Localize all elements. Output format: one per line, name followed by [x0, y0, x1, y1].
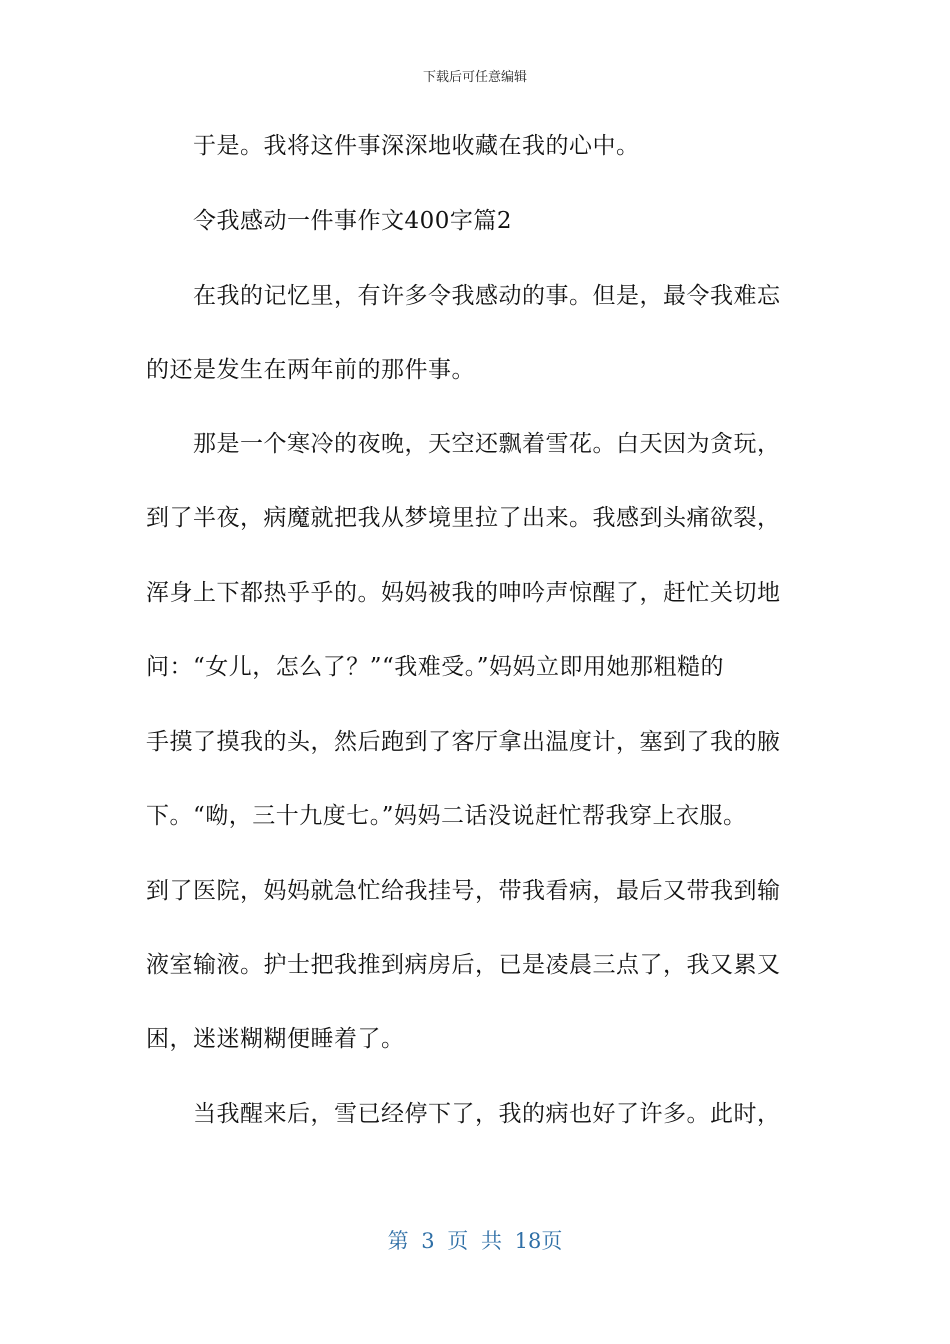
section-title: 令我感动一件事作文400字篇2 — [193, 208, 513, 234]
page-header: 下载后可任意编辑 — [422, 70, 527, 85]
text-line: 在我的记忆里，有许多令我感动的事。但是，最令我难忘 — [193, 283, 781, 309]
text-line: 下。“呦，三十九度七。”妈妈二话没说赶忙帮我穿上衣服。 — [146, 803, 747, 829]
text-line: 那是一个寒冷的夜晚，天空还飘着雪花。白天因为贪玩， — [193, 431, 781, 457]
text-line: 问：“女儿，怎么了？”“我难受。”妈妈立即用她那粗糙的 — [146, 654, 725, 680]
page-footer: 第 3 页 共 18页 — [387, 1229, 563, 1253]
text-line: 到了医院，妈妈就急忙给我挂号，带我看病，最后又带我到输 — [146, 878, 781, 904]
text-line: 当我醒来后，雪已经停下了，我的病也好了许多。此时， — [193, 1101, 781, 1127]
text-line: 液室输液。护士把我推到病房后，已是凌晨三点了，我又累又 — [146, 952, 781, 978]
text-line: 的还是发生在两年前的那件事。 — [146, 357, 475, 383]
text-line: 到了半夜，病魔就把我从梦境里拉了出来。我感到头痛欲裂， — [146, 505, 781, 531]
text-line: 浑身上下都热乎乎的。妈妈被我的呻吟声惊醒了，赶忙关切地 — [146, 580, 781, 606]
text-line: 困，迷迷糊糊便睡着了。 — [146, 1026, 405, 1052]
text-line: 于是。我将这件事深深地收藏在我的心中。 — [193, 133, 640, 159]
text-line: 手摸了摸我的头，然后跑到了客厅拿出温度计，塞到了我的腋 — [146, 729, 781, 755]
